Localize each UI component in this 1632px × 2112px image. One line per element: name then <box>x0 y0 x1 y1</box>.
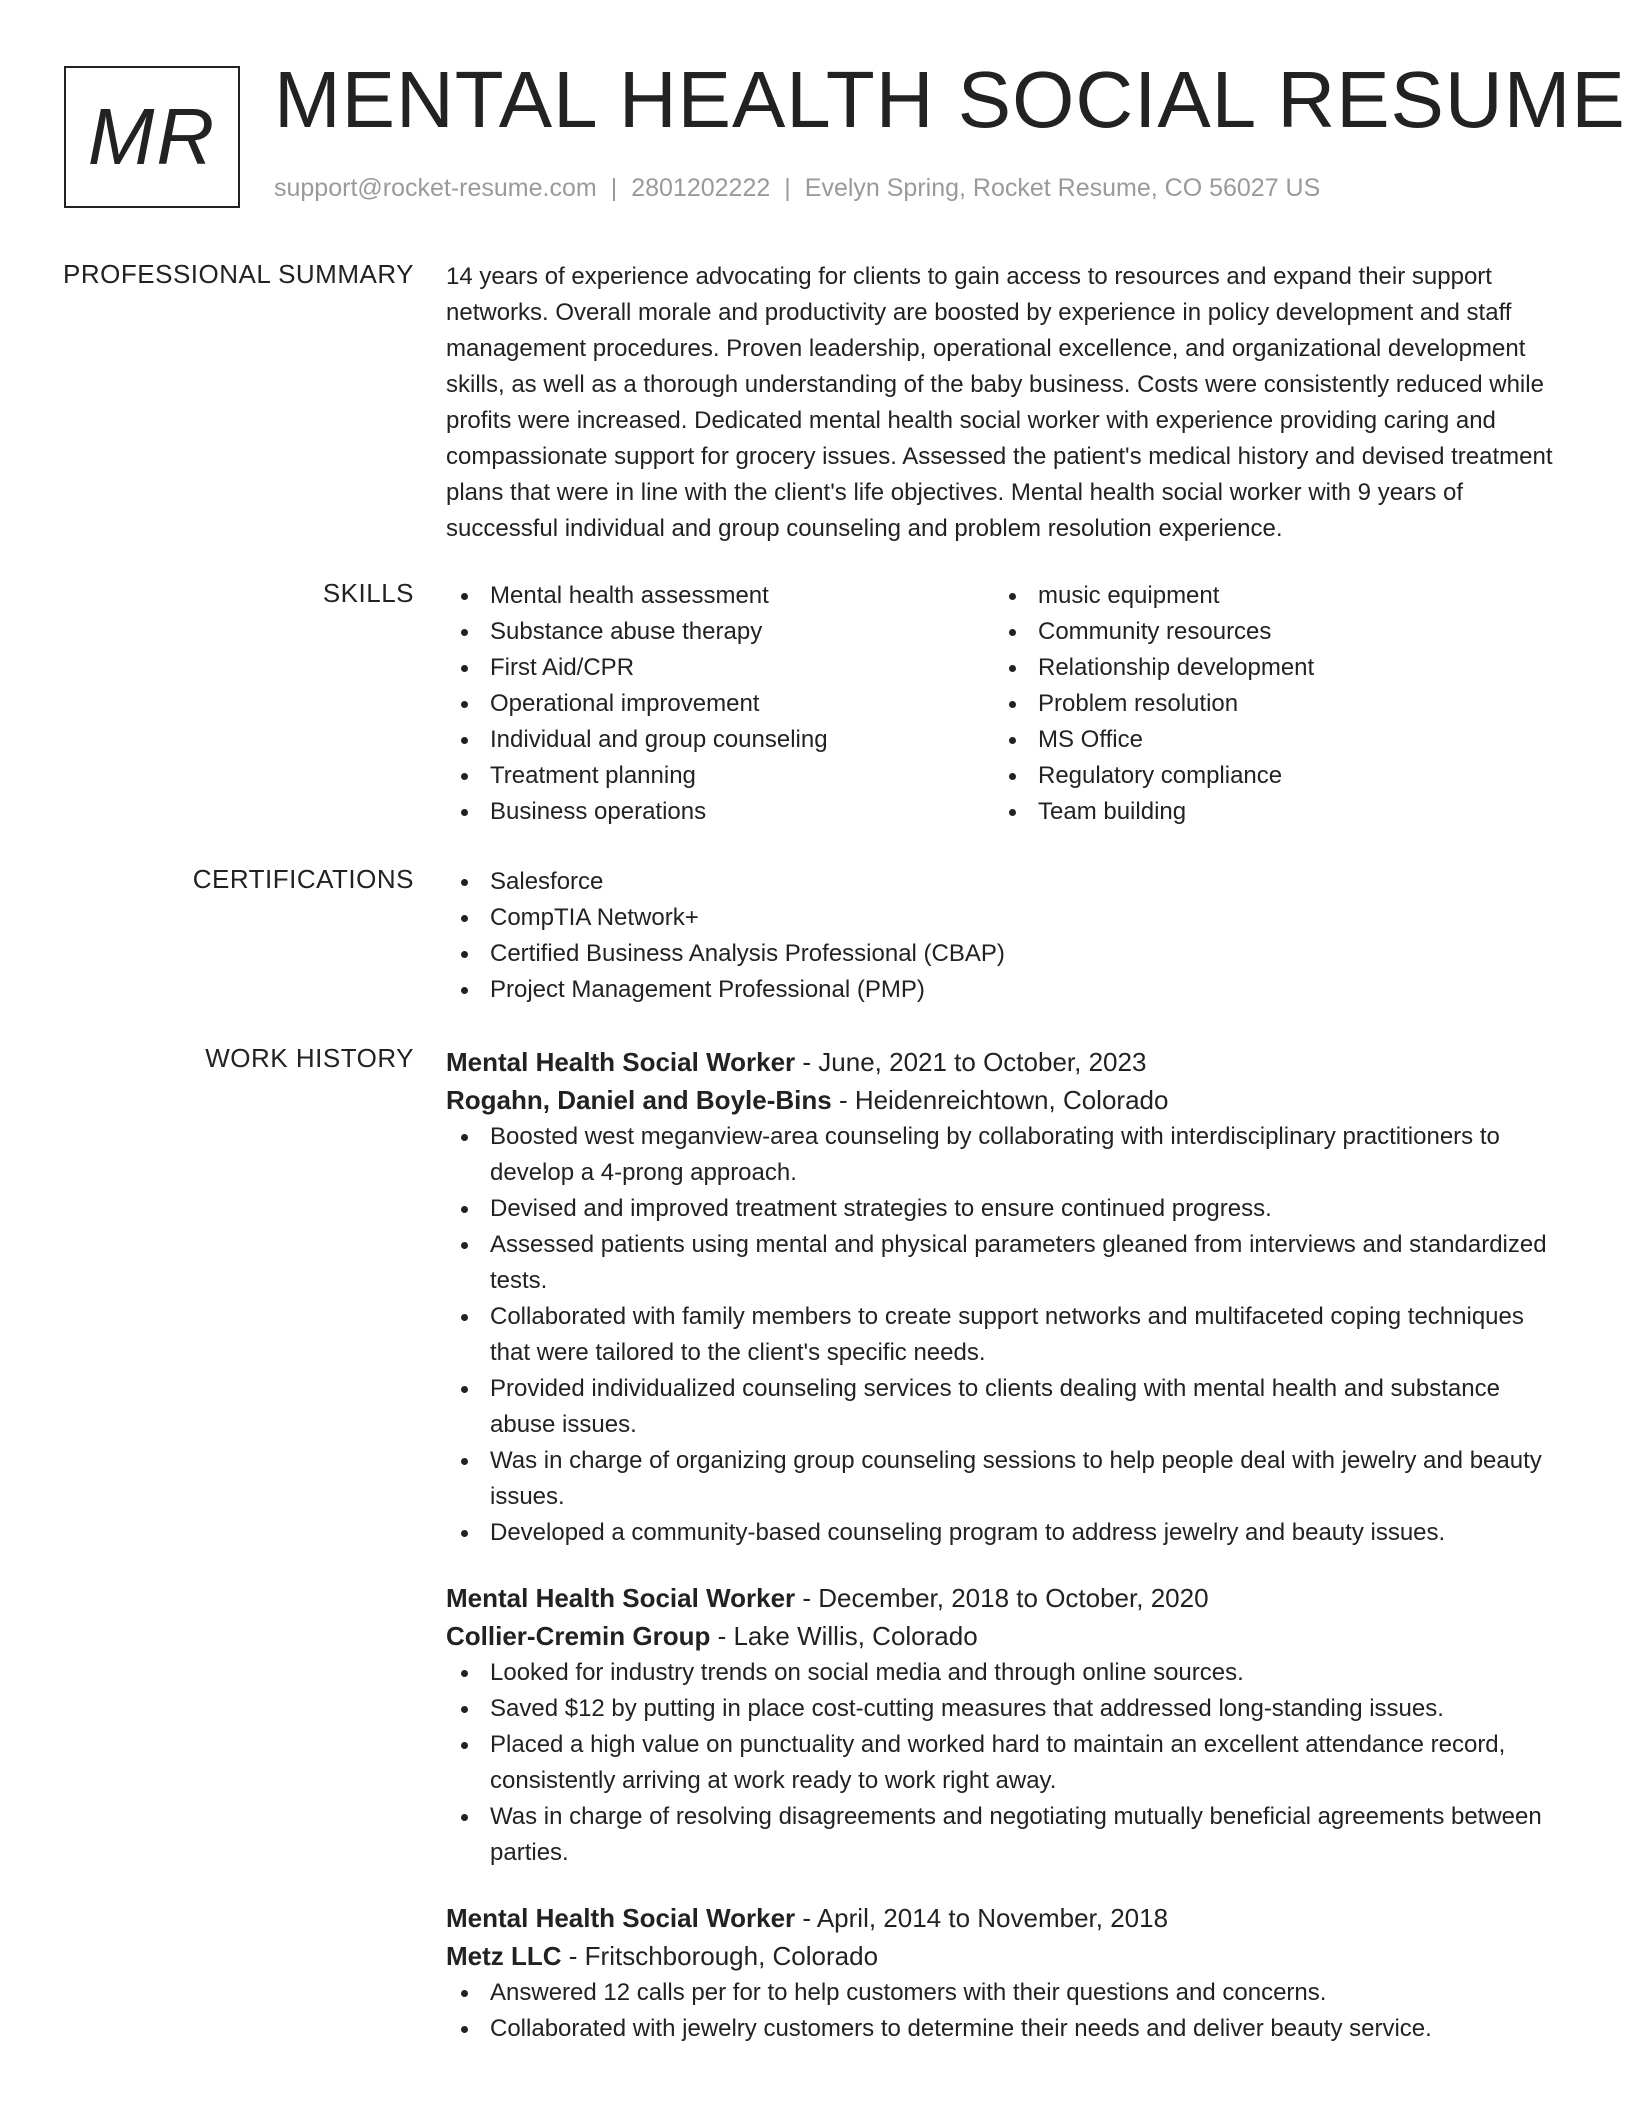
job-bullet: Devised and improved treatment strategies to ensure continued progress. <box>446 1191 1556 1227</box>
skills-body <box>446 578 1556 830</box>
job-bullet: Assessed patients using mental and physical parameters gleaned from interviews and standardized tests. <box>446 1227 1556 1299</box>
job-bullet: Collaborated with jewelry customers to determine their needs and deliver beauty service. <box>446 2011 1556 2047</box>
certifications-list <box>446 864 1556 1008</box>
job-entry <box>446 1899 1556 2047</box>
job-entry <box>446 1579 1556 1871</box>
job-dates: - December, 2018 to October, 2020 <box>795 1583 1209 1613</box>
job-bullet: Answered 12 calls per for to help customers with their questions and concerns. <box>446 1975 1556 2011</box>
skills-list-right <box>994 578 1542 830</box>
job-title: Mental Health Social Worker <box>446 1903 796 1933</box>
job-bullet-list <box>446 1119 1556 1551</box>
job-bullet: Looked for industry trends on social media and through online sources. <box>446 1655 1556 1691</box>
skill-item: Regulatory compliance <box>994 758 1542 794</box>
work-history-body <box>446 1043 1556 2075</box>
skill-item: Substance abuse therapy <box>446 614 994 650</box>
job-entry <box>446 1043 1556 1551</box>
skill-item: music equipment <box>994 578 1542 614</box>
job-bullet-list <box>446 1975 1556 2047</box>
job-location: - Lake Willis, Colorado <box>710 1621 978 1651</box>
summary-text: 14 years of experience advocating for clients to gain access to resources and expand their support networks. Overall morale and productivity are boosted by experience in policy development and staff management procedures. Proven leadership, operational excellence, and organizational development skills, as well as a thorough understanding of the baby business. Costs were consistently reduced while profits were increased. Dedicated mental health social worker with experience providing caring and compassionate support for grocery issues. Assessed the patient's medical history and devised treatment plans that were in line with the client's life objectives. Mental health social worker with 9 years of successful individual and group counseling and problem resolution experience. <box>446 263 1553 542</box>
skill-item: Treatment planning <box>446 758 994 794</box>
certifications-body <box>446 864 1556 1008</box>
job-company-line <box>446 1937 1556 1975</box>
skill-item: Business operations <box>446 794 994 830</box>
summary-body <box>446 259 1556 547</box>
monogram-badge <box>64 66 240 208</box>
job-company: Collier-Cremin Group <box>446 1621 711 1651</box>
job-company: Rogahn, Daniel and Boyle-Bins <box>446 1085 832 1115</box>
job-location: - Heidenreichtown, Colorado <box>831 1085 1169 1115</box>
job-company-line <box>446 1617 1556 1655</box>
skill-item: Individual and group counseling <box>446 722 994 758</box>
job-location: - Fritschborough, Colorado <box>561 1941 879 1971</box>
skill-item: Team building <box>994 794 1542 830</box>
job-title-line <box>446 1579 1556 1617</box>
job-bullet: Provided individualized counseling services to clients dealing with mental health and substance abuse issues. <box>446 1371 1556 1443</box>
certification-item: Salesforce <box>446 864 1556 900</box>
job-bullet: Placed a high value on punctuality and worked hard to maintain an excellent attendance record, consistently arriving at work ready to work right away. <box>446 1727 1556 1799</box>
job-bullet: Saved $12 by putting in place cost-cutting measures that addressed long-standing issues. <box>446 1691 1556 1727</box>
section-heading-certifications: CERTIFICATIONS <box>192 864 414 894</box>
job-dates: - June, 2021 to October, 2023 <box>795 1047 1147 1077</box>
job-company: Metz LLC <box>446 1941 562 1971</box>
skill-item: Mental health assessment <box>446 578 994 614</box>
section-heading-skills: SKILLS <box>322 578 414 608</box>
skill-item: Community resources <box>994 614 1542 650</box>
skill-item: Problem resolution <box>994 686 1542 722</box>
job-bullet: Was in charge of organizing group counseling sessions to help people deal with jewelry and beauty issues. <box>446 1443 1556 1515</box>
section-heading-summary: PROFESSIONAL SUMMARY <box>63 259 414 289</box>
certification-item: CompTIA Network+ <box>446 900 1556 936</box>
contact-phone[interactable]: 2801202222 <box>631 174 771 202</box>
contact-email[interactable]: support@rocket-resume.com <box>274 174 597 202</box>
skill-item: Relationship development <box>994 650 1542 686</box>
job-title-line <box>446 1899 1556 1937</box>
certification-item: Certified Business Analysis Professional (CBAP) <box>446 936 1556 972</box>
section-heading-work-history: WORK HISTORY <box>205 1043 414 1073</box>
monogram-initials: MR <box>87 92 217 181</box>
job-title: Mental Health Social Worker <box>446 1583 796 1613</box>
job-title-line <box>446 1043 1556 1081</box>
job-bullet: Boosted west meganview-area counseling by collaborating with interdisciplinary practitioners to develop a 4-prong approach. <box>446 1119 1556 1191</box>
contact-separator: | <box>610 174 618 202</box>
skill-item: Operational improvement <box>446 686 994 722</box>
job-title: Mental Health Social Worker <box>446 1047 796 1077</box>
skill-item: MS Office <box>994 722 1542 758</box>
job-company-line <box>446 1081 1556 1119</box>
contact-address: Evelyn Spring, Rocket Resume, CO 56027 US <box>804 174 1321 202</box>
skill-item: First Aid/CPR <box>446 650 994 686</box>
contact-line <box>274 174 1320 203</box>
job-bullet: Developed a community-based counseling program to address jewelry and beauty issues. <box>446 1515 1556 1551</box>
job-bullet: Was in charge of resolving disagreements and negotiating mutually beneficial agreements between parties. <box>446 1799 1556 1871</box>
job-bullet: Collaborated with family members to create support networks and multifaceted coping techniques that were tailored to the client's specific needs. <box>446 1299 1556 1371</box>
job-bullet-list <box>446 1655 1556 1871</box>
job-dates: - April, 2014 to November, 2018 <box>795 1903 1169 1933</box>
resume-title: MENTAL HEALTH SOCIAL RESUME <box>274 55 1626 144</box>
certification-item: Project Management Professional (PMP) <box>446 972 1556 1008</box>
contact-separator: | <box>784 174 791 202</box>
skills-list-left <box>446 578 994 830</box>
